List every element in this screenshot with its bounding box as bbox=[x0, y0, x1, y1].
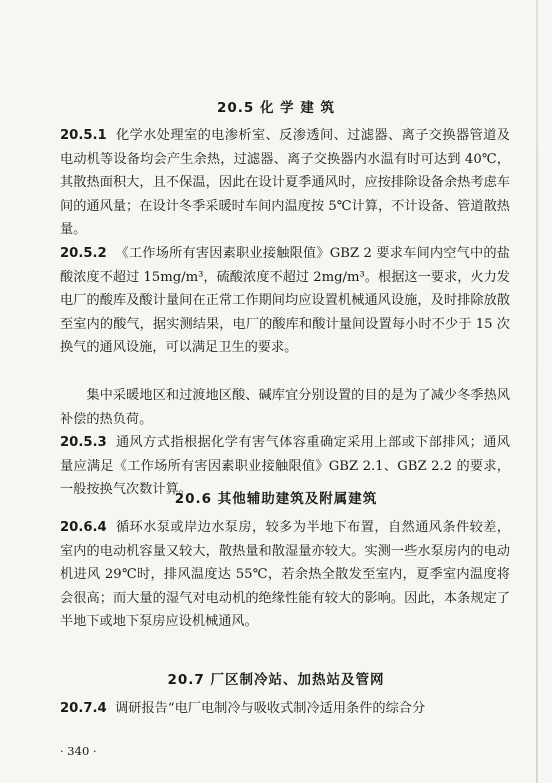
clause-text: 循环水泵或岸边水泵房，较多为半地下布置，自然通风条件较差，室内的电动机容量又较大，散热量和散湿量亦较大。实测一些水泵房内的电动机进风 29℃时，排风温度达 55℃，若余热全散发至室内，夏季室内温度将会很高；而大量的湿气对电动机的绝缘性能有较大的影响。因此，本条规定了半地下或地下泵房应设机械通风。 bbox=[60, 520, 510, 630]
clause-20-5-2 bbox=[60, 242, 510, 360]
clause-number: 20.7.4 bbox=[60, 701, 107, 716]
clause-text: 调研报告“电厂电制冷与吸收式制冷适用条件的综合分 bbox=[115, 701, 426, 716]
clause-20-5-2-note: 集中采暖地区和过渡地区酸、碱库宜分别设置的目的是为了减少冬季热风补偿的热负荷。 bbox=[60, 388, 510, 427]
clause-text: 通风方式指根据化学有害气体容重确定采用上部或下部排风；通风量应满足《工作场所有害因素职业接触限值》GBZ 2.1、GBZ 2.2 的要求，一般按换气次数计算。 bbox=[60, 435, 510, 498]
clause-number: 20.5.3 bbox=[60, 435, 107, 450]
clause-20-5-1 bbox=[60, 124, 510, 242]
section-heading-20-5: 20.5 化 学 建 筑 bbox=[216, 100, 336, 116]
clause-number: 20.5.2 bbox=[60, 246, 107, 261]
clause-20-6-4 bbox=[60, 516, 510, 634]
clause-number: 20.5.1 bbox=[60, 128, 107, 143]
section-heading-20-6: 20.6 其他辅助建筑及附属建筑 bbox=[174, 491, 378, 507]
clause-text: 化学水处理室的电渗析室、反渗透间、过滤器、离子交换器管道及电动机等设备均会产生余热，过滤器、离子交换器内水温有时可达到 40℃，其散热面积大，且不保温，因此在设计夏季通风时，应按排除设备余热考虑车间的通风量；在设计冬季采暖时车间内温度按 5℃计算，不计设备、管道散热量。 bbox=[60, 128, 510, 238]
clause-text: 《工作场所有害因素职业接触限值》GBZ 2 要求车间内空气中的盐酸浓度不超过 15mg/m³，硫酸浓度不超过 2mg/m³。根据这一要求，火力发电厂的酸库及酸计量间在正常工作期间均应设置机械通风设施，及时排除放散至室内的酸气，据实测结果，电厂的酸库和酸计量间设置每小时不少于 15 次换气的通风设施，可以满足卫生的要求。 bbox=[60, 246, 510, 356]
page-edge-line bbox=[536, 0, 538, 783]
clause-number: 20.6.4 bbox=[60, 520, 107, 535]
page-number: · 340 · bbox=[60, 744, 97, 758]
clause-20-7-4 bbox=[60, 697, 510, 721]
section-heading-20-7: 20.7 厂区制冷站、加热站及管网 bbox=[167, 672, 385, 688]
